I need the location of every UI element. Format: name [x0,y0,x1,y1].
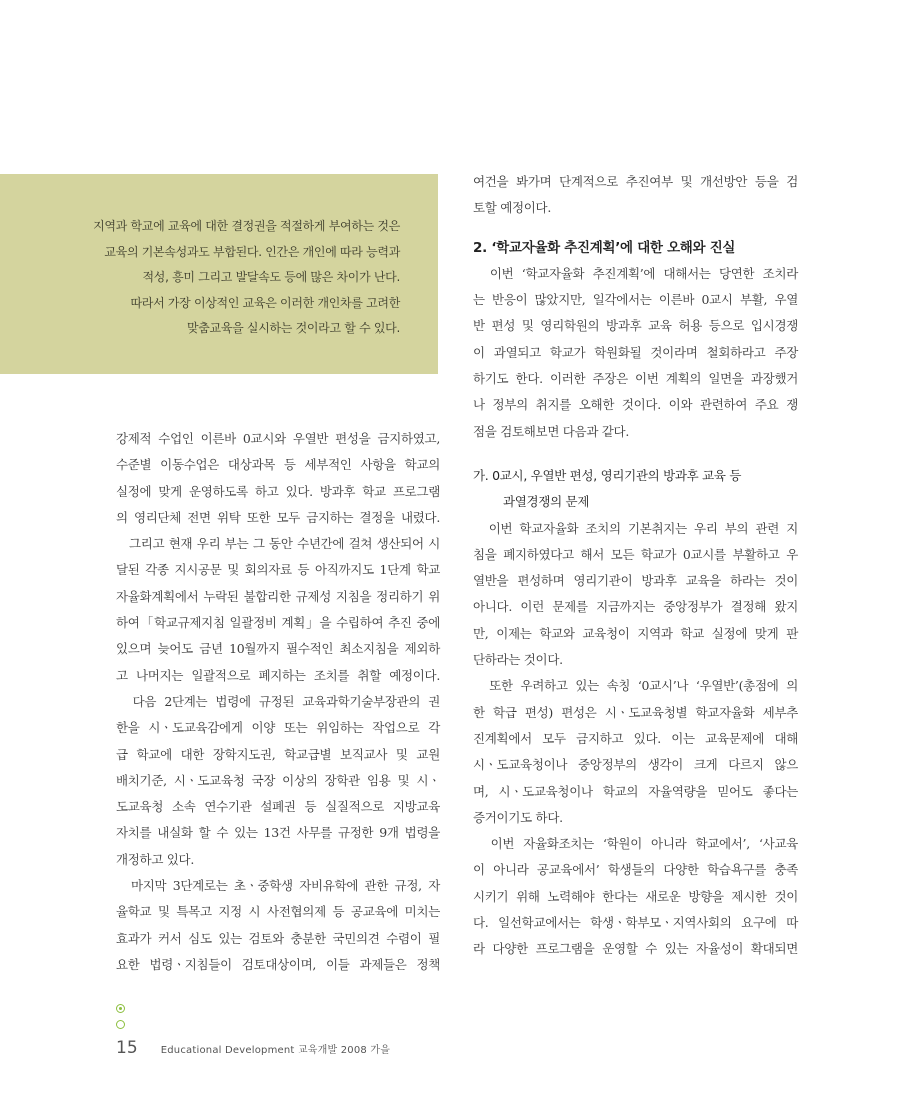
body-line: 그리고 현재 우리 부는 그 동안 수년간에 걸쳐 생산되어 시 [116,536,440,552]
body-line: 하여「학교규제지침 일괄정비 계획」을 수립하여 추진 중에 [116,615,440,631]
body-line: 나 정부의 취지를 오해한 것이다. 이와 관련하여 주요 쟁 [473,397,798,413]
body-line: 는 반응이 많았지만, 일각에서는 이른바 0교시 부활, 우열 [473,292,798,308]
body-line: 진계획에서 모두 금지하고 있다. 이는 교육문제에 대해 [473,730,798,746]
body-line: 이번 학교자율화 조치의 기본취지는 우리 부의 관련 지 [473,520,798,536]
left-column [116,426,440,978]
body-line: 하기도 한다. 이러한 주장은 이번 계획의 일면을 과장했거 [473,371,798,387]
pull-quote-line: 맞춤교육을 실시하는 것이라고 할 수 있다. [186,321,400,335]
body-line: 마지막 3단계로는 초ㆍ중학생 자비유학에 관한 규정, 자 [116,878,440,894]
body-line: 율학교 및 특목고 지정 시 사전협의제 등 공교육에 미치는 [116,904,440,920]
body-line: 자율화계획에서 누락된 불합리한 규제성 지침을 정리하기 위 [116,588,440,604]
body-line: 있으며 늦어도 금년 10월까지 필수적인 최소지침을 제외하 [116,641,440,657]
body-line: 실정에 맞게 운영하도록 하고 있다. 방과후 학교 프로그램 [116,483,440,499]
pull-quote-box [0,174,438,374]
body-line: 시ㆍ도교육청이나 중앙정부의 생각이 크게 다르지 않으 [473,757,798,773]
body-line: 수준별 이동수업은 대상과목 등 세부적인 사항을 학교의 [116,457,440,473]
subsection-heading-cont: 과열경쟁의 문제 [503,494,590,510]
right-column [473,169,798,963]
body-line: 만, 이제는 학교와 교육청이 지역과 학교 실정에 맞게 판 [473,625,798,641]
subsection-heading: 가. 0교시, 우열반 편성, 영리기관의 방과후 교육 등 [473,467,742,483]
body-line: 요한 법령ㆍ지침들이 검토대상이며, 이들 과제들은 정책 [116,956,440,972]
body-line: 이번 자율화조치는 ‘학원이 아니라 학교에서’, ‘사교육 [473,836,798,852]
filled-circle-icon [116,1004,125,1013]
body-line: 달된 각종 지시공문 및 회의자료 등 아직까지도 1단계 학교 [116,562,440,578]
body-line: 이 아니라 공교육에서’ 학생들의 다양한 학습욕구를 충족 [473,862,798,878]
pull-quote-text [20,214,400,342]
body-line: 이 과열되고 학교가 학원화될 것이라며 철회하라고 주장 [473,344,798,360]
body-line: 며, 시ㆍ도교육청이나 학교의 자율역량을 믿어도 좋다는 [473,783,798,799]
page-footer [116,1038,390,1058]
pull-quote-line: 교육의 기본속성과도 부합된다. 인간은 개인에 따라 능력과 [104,244,400,259]
body-line: 열반을 편성하며 영리기관이 방과후 교육을 하라는 것이 [473,573,798,589]
body-line: 토할 예정이다. [473,200,551,216]
body-line: 라 다양한 프로그램을 운영할 수 있는 자율성이 확대되면 [473,941,798,957]
body-line: 배치기준, 시ㆍ도교육청 국장 이상의 장학관 임용 및 시ㆍ [116,772,440,788]
body-line: 강제적 수업인 이른바 0교시와 우열반 편성을 금지하였고, [116,431,440,446]
body-line: 증거이기도 하다. [473,809,563,825]
body-line: 효과가 커서 심도 있는 검토와 충분한 국민의견 수렴이 필 [116,930,440,946]
body-line: 시키기 위해 노력해야 한다는 새로운 방향을 제시한 것이 [473,888,798,904]
body-line: 급 학교에 대한 장학지도권, 학교급별 보직교사 및 교원 [116,746,440,762]
pull-quote-line: 지역과 학교에 교육에 대한 결정권을 적절하게 부여하는 것은 [93,219,400,233]
body-line: 자치를 내실화 할 수 있는 13건 사무를 규정한 9개 법령을 [116,825,440,841]
body-line: 의 영리단체 전면 위탁 또한 모두 금지하는 결정을 내렸다. [116,509,440,525]
body-line: 침을 폐지하였다고 해서 모든 학교가 0교시를 부활하고 우 [473,546,798,562]
body-line: 개정하고 있다. [116,851,194,867]
body-line: 한을 시ㆍ도교육감에게 이양 또는 위임하는 작업으로 각 [116,720,440,736]
body-line: 다. 일선학교에서는 학생ㆍ학부모ㆍ지역사회의 요구에 따 [473,915,798,931]
pull-quote-line: 적성, 흥미 그리고 발달속도 등에 많은 차이가 난다. [142,270,400,284]
body-line: 점을 검토해보면 다음과 같다. [473,423,629,439]
body-line: 아니다. 이런 문제를 지금까지는 중앙정부가 결정해 왔지 [473,599,798,615]
body-line: 또한 우려하고 있는 속칭 ‘0교시’나 ‘우열반’(총점에 의 [473,678,798,694]
body-line: 반 편성 및 영리학원의 방과후 교육 허용 등으로 입시경쟁 [473,318,798,334]
body-line: 고 나머지는 일괄적으로 폐지하는 조치를 취할 예정이다. [116,667,440,683]
empty-circle-icon [116,1020,125,1029]
body-line: 도교육청 소속 연수기관 설폐권 등 실질적으로 지방교육 [116,799,440,815]
page-number: 15 [116,1038,138,1058]
journal-title: Educational Development 교육개발 2008 가을 [160,1045,391,1056]
body-line: 한 학급 편성) 편성은 시ㆍ도교육청별 학교자율화 세부추 [473,704,798,720]
body-line: 단하라는 것이다. [473,652,563,668]
body-line: 다음 2단계는 법령에 규정된 교육과학기술부장관의 권 [116,693,440,709]
body-line: 이번 ‘학교자율화 추진계획’에 대해서는 당연한 조치라 [473,265,798,281]
body-line: 여건을 봐가며 단계적으로 추진여부 및 개선방안 등을 검 [473,174,798,189]
section-heading: 2. ‘학교자율화 추진계획’에 대한 오해와 진실 [473,239,736,256]
pull-quote-line: 따라서 가장 이상적인 교육은 이러한 개인차를 고려한 [130,295,400,310]
